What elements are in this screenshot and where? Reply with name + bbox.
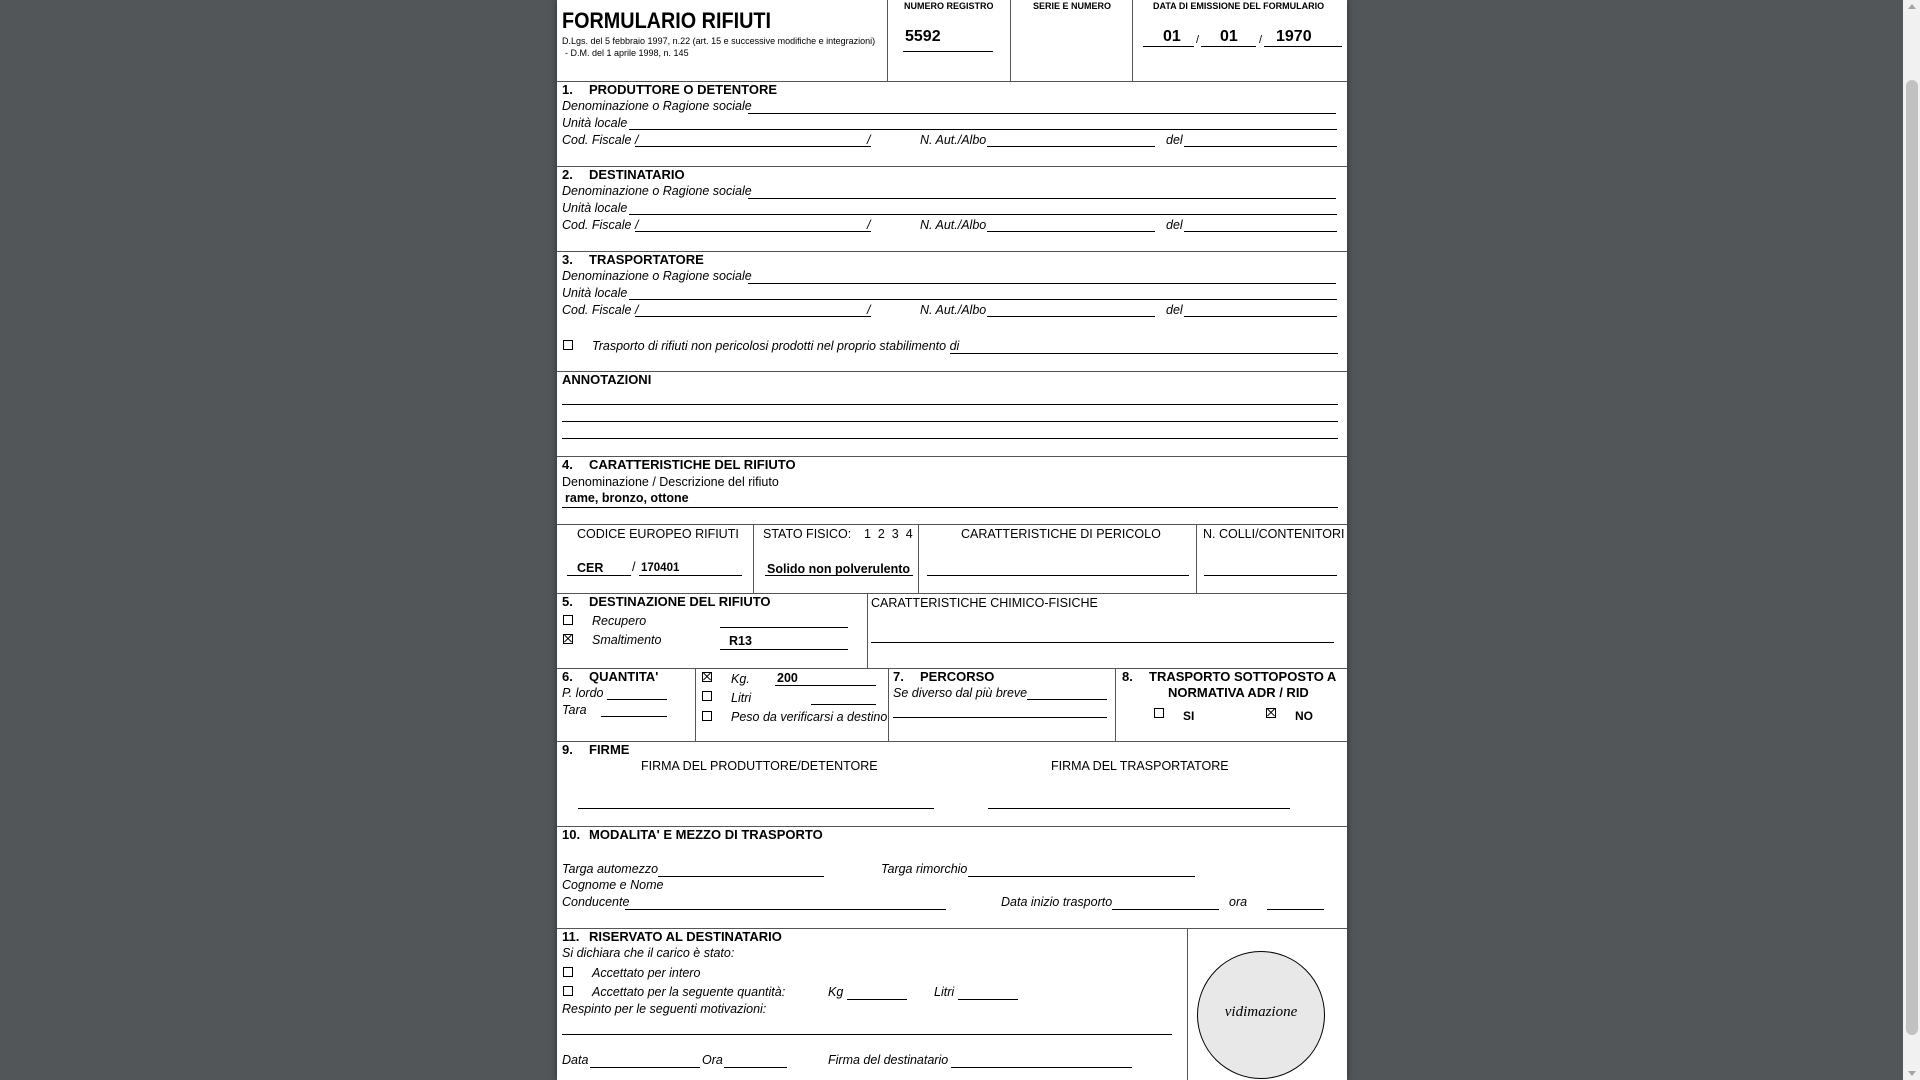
- slash: /: [632, 560, 636, 574]
- annotazioni-line-2[interactable]: [562, 421, 1338, 422]
- ora-field[interactable]: [724, 1067, 787, 1068]
- adr-no-checkbox[interactable]: [1266, 708, 1276, 718]
- section-trasporto: [557, 827, 1347, 929]
- targa-rimorchio-field[interactable]: [968, 876, 1195, 877]
- annotazioni-line-3[interactable]: [562, 438, 1338, 439]
- firma-destinatario-label: Firma del destinatario: [828, 1053, 949, 1067]
- del-label: del: [1166, 133, 1183, 147]
- lordo-field[interactable]: [607, 699, 667, 700]
- section-8-title-1: TRASPORTO SOTTOPOSTO A: [1149, 669, 1337, 684]
- registro-label: NUMERO REGISTRO: [904, 1, 994, 11]
- section-firme: [557, 742, 1347, 827]
- annotazioni-line-1[interactable]: [562, 404, 1338, 405]
- data-emissione-label: DATA DI EMISSIONE DEL FORMULARIO: [1153, 1, 1325, 11]
- aut-albo-field[interactable]: [987, 146, 1155, 147]
- unita-field[interactable]: [629, 214, 1337, 215]
- data-field[interactable]: [590, 1067, 700, 1068]
- adr-si-checkbox[interactable]: [1154, 708, 1164, 718]
- smaltimento-label: Smaltimento: [592, 633, 662, 647]
- form-subtitle-dm: - D.M. del 1 aprile 1998, n. 145: [565, 48, 689, 58]
- section-2-title: 2. DESTINATARIO: [562, 167, 685, 182]
- pericolo-label: CARATTERISTICHE DI PERICOLO: [961, 527, 1161, 541]
- section-6-title: 6. QUANTITA': [562, 669, 659, 684]
- lordo-label: P. lordo: [562, 686, 604, 700]
- denominazione-field[interactable]: [748, 283, 1336, 284]
- section-10-title: 10. MODALITA' E MEZZO DI TRASPORTO: [562, 827, 823, 842]
- kg-label: Kg.: [731, 672, 750, 686]
- smaltimento-value[interactable]: R13: [729, 634, 752, 648]
- kg-accettati-field[interactable]: [847, 999, 907, 1000]
- chimico-fisiche-field[interactable]: [871, 642, 1334, 643]
- litri-field[interactable]: [811, 704, 876, 705]
- date-sep: /: [1196, 34, 1200, 46]
- section-3-title: 3. TRASPORTATORE: [562, 252, 704, 267]
- serie-label: SERIE E NUMERO: [1033, 1, 1112, 11]
- aut-albo-label: N. Aut./Albo: [920, 218, 987, 232]
- denominazione-field[interactable]: [748, 113, 1336, 114]
- recupero-checkbox[interactable]: [563, 615, 573, 625]
- unita-field[interactable]: [629, 299, 1337, 300]
- section-11-title: 11. RISERVATO AL DESTINATARIO: [562, 929, 782, 944]
- chimico-fisiche-label: CARATTERISTICHE CHIMICO-FISICHE: [871, 596, 1098, 610]
- cer-code-value[interactable]: 170401: [641, 562, 680, 574]
- form-title: FORMULARIO RIFIUTI: [562, 8, 771, 33]
- respinto-label: Respinto per le seguenti motivazioni:: [562, 1002, 767, 1016]
- cognome-nome-label: Cognome e Nome: [562, 878, 664, 892]
- section-8-title-2: NORMATIVA ADR / RID: [1168, 685, 1309, 700]
- section-riservato: [557, 929, 1347, 1080]
- stato-fisico-options: 1 2 3 4: [864, 527, 913, 541]
- tara-label: Tara: [562, 703, 587, 717]
- unita-label: Unità locale: [562, 116, 628, 130]
- smaltimento-checkbox[interactable]: [563, 634, 573, 644]
- litri-accettati-field[interactable]: [958, 999, 1018, 1000]
- peso-destino-label: Peso da verificarsi a destino: [731, 710, 888, 724]
- data-day[interactable]: 01: [1163, 28, 1181, 45]
- vidimazione-stamp: [1197, 951, 1325, 1079]
- percorso-field-1[interactable]: [1027, 699, 1107, 700]
- section-8-num: 8.: [1122, 669, 1133, 684]
- data-inizio-field[interactable]: [1112, 909, 1219, 910]
- percorso-diverso-label: Se diverso dal più breve: [893, 686, 1028, 700]
- slash: /: [867, 133, 871, 147]
- section-trasportatore: [557, 252, 1347, 372]
- cod-fiscale-label: Cod. Fiscale /: [562, 303, 639, 317]
- slash: /: [867, 218, 871, 232]
- colli-field[interactable]: [1204, 575, 1337, 576]
- del-label: del: [1166, 303, 1183, 317]
- section-destinazione: [557, 594, 1347, 669]
- section-4-title: 4. CARATTERISTICHE DEL RIFIUTO: [562, 457, 796, 472]
- percorso-field-2[interactable]: [893, 717, 1107, 718]
- colli-label: N. COLLI/CONTENITORI: [1203, 527, 1345, 541]
- vidimazione-label: vidimazione: [1224, 1004, 1298, 1020]
- firma-trasportatore-field[interactable]: [988, 808, 1290, 809]
- descrizione-value[interactable]: rame, bronzo, ottone: [565, 491, 689, 505]
- cer-label: CODICE EUROPEO RIFIUTI: [577, 527, 739, 541]
- firma-destinatario-field[interactable]: [951, 1067, 1132, 1068]
- aut-albo-label: N. Aut./Albo: [920, 133, 987, 147]
- data-label: Data: [562, 1053, 589, 1067]
- stato-fisico-label: STATO FISICO:: [763, 527, 852, 541]
- data-inizio-label: Data inizio trasporto: [1001, 895, 1113, 909]
- date-sep: /: [1259, 34, 1263, 46]
- section-7-title: 7. PERCORSO: [893, 669, 995, 684]
- cod-fiscale-label: Cod. Fiscale /: [562, 133, 639, 147]
- unita-label: Unità locale: [562, 201, 628, 215]
- accettato-intero-checkbox[interactable]: [563, 967, 573, 977]
- peso-destino-checkbox[interactable]: [702, 711, 712, 721]
- dichiara-label: Si dichiara che il carico è stato:: [562, 946, 735, 960]
- targa-rimorchio-label: Targa rimorchio: [881, 862, 968, 876]
- denominazione-field[interactable]: [748, 198, 1336, 199]
- del-field[interactable]: [1184, 231, 1337, 232]
- accettato-quantita-checkbox[interactable]: [563, 986, 573, 996]
- firma-trasportatore-label: FIRMA DEL TRASPORTATORE: [1051, 759, 1229, 773]
- form-page: [557, 0, 1347, 1080]
- del-field[interactable]: [1184, 146, 1337, 147]
- firma-produttore-field[interactable]: [578, 808, 934, 809]
- tara-field[interactable]: [601, 716, 667, 717]
- stato-fisico-value[interactable]: Solido non polverulento: [767, 562, 911, 576]
- del-label: del: [1166, 218, 1183, 232]
- cod-fiscale-field[interactable]: [635, 146, 871, 147]
- accettato-quantita-label: Accettato per la seguente quantità:: [592, 985, 786, 999]
- denominazione-label: Denominazione o Ragione sociale: [562, 269, 752, 283]
- kg-label: Kg: [828, 985, 844, 999]
- data-month[interactable]: 01: [1220, 28, 1238, 45]
- registro-value[interactable]: 5592: [905, 28, 941, 45]
- accettato-intero-label: Accettato per intero: [592, 966, 701, 980]
- data-year[interactable]: 1970: [1276, 28, 1312, 45]
- proprio-stabilimento-field[interactable]: [950, 353, 1338, 354]
- recupero-label: Recupero: [592, 614, 647, 628]
- denominazione-label: Denominazione o Ragione sociale: [562, 99, 752, 113]
- respinto-field[interactable]: [562, 1034, 1172, 1035]
- recupero-field[interactable]: [720, 627, 848, 628]
- scroll-thumb[interactable]: [1906, 80, 1918, 1035]
- cod-fiscale-field[interactable]: [635, 316, 871, 317]
- section-produttore: [557, 82, 1347, 167]
- section-annotazioni: [557, 372, 1347, 457]
- scroll-up-arrow-icon[interactable]: [1908, 4, 1916, 9]
- kg-value[interactable]: 200: [777, 671, 798, 685]
- targa-automezzo-label: Targa automezzo: [562, 862, 659, 876]
- slash: /: [867, 303, 871, 317]
- cod-fiscale-label: Cod. Fiscale /: [562, 218, 639, 232]
- ora-label: ora: [1229, 895, 1248, 909]
- vertical-scrollbar[interactable]: [1903, 0, 1920, 1080]
- proprio-stabilimento-checkbox[interactable]: [563, 340, 573, 350]
- adr-si-label: SI: [1183, 709, 1195, 723]
- form-subtitle-law: D.Lgs. del 5 febbraio 1997, n.22 (art. 15 e successive modifiche e integrazioni): [562, 36, 876, 46]
- section-codici: [557, 525, 1347, 594]
- section-5-title: 5. DESTINAZIONE DEL RIFIUTO: [562, 594, 771, 609]
- adr-no-label: NO: [1295, 709, 1313, 723]
- annotazioni-title: ANNOTAZIONI: [562, 372, 652, 387]
- denominazione-label: Denominazione o Ragione sociale: [562, 184, 752, 198]
- scroll-down-arrow-icon[interactable]: [1908, 1071, 1916, 1076]
- ora-label: Ora: [702, 1053, 723, 1067]
- cod-fiscale-field[interactable]: [635, 231, 871, 232]
- aut-albo-field[interactable]: [987, 231, 1155, 232]
- unita-label: Unità locale: [562, 286, 628, 300]
- ora-field[interactable]: [1267, 909, 1324, 910]
- kg-checkbox[interactable]: [702, 672, 712, 682]
- firma-produttore-label: FIRMA DEL PRODUTTORE/DETENTORE: [641, 759, 878, 773]
- aut-albo-label: N. Aut./Albo: [920, 303, 987, 317]
- litri-label: Litri: [731, 691, 752, 705]
- section-quantita: [557, 669, 1347, 742]
- pericolo-field[interactable]: [927, 575, 1189, 576]
- descrizione-label: Denominazione / Descrizione del rifiuto: [562, 475, 779, 489]
- proprio-stabilimento-label: Trasporto di rifiuti non pericolosi prodotti nel proprio stabilimento di: [592, 339, 960, 353]
- conducente-field[interactable]: [625, 909, 946, 910]
- section-1-title: 1. PRODUTTORE O DETENTORE: [562, 82, 778, 97]
- aut-albo-field[interactable]: [987, 316, 1155, 317]
- unita-field[interactable]: [629, 129, 1337, 130]
- del-field[interactable]: [1184, 316, 1337, 317]
- conducente-label: Conducente: [562, 895, 630, 909]
- section-caratteristiche: [557, 457, 1347, 525]
- targa-automezzo-field[interactable]: [658, 876, 824, 877]
- section-destinatario: [557, 167, 1347, 252]
- litri-label: Litri: [934, 985, 955, 999]
- litri-checkbox[interactable]: [702, 691, 712, 701]
- cer-prefix: CER: [577, 561, 604, 575]
- section-9-title: 9. FIRME: [562, 742, 630, 757]
- header-section: [557, 0, 1347, 82]
